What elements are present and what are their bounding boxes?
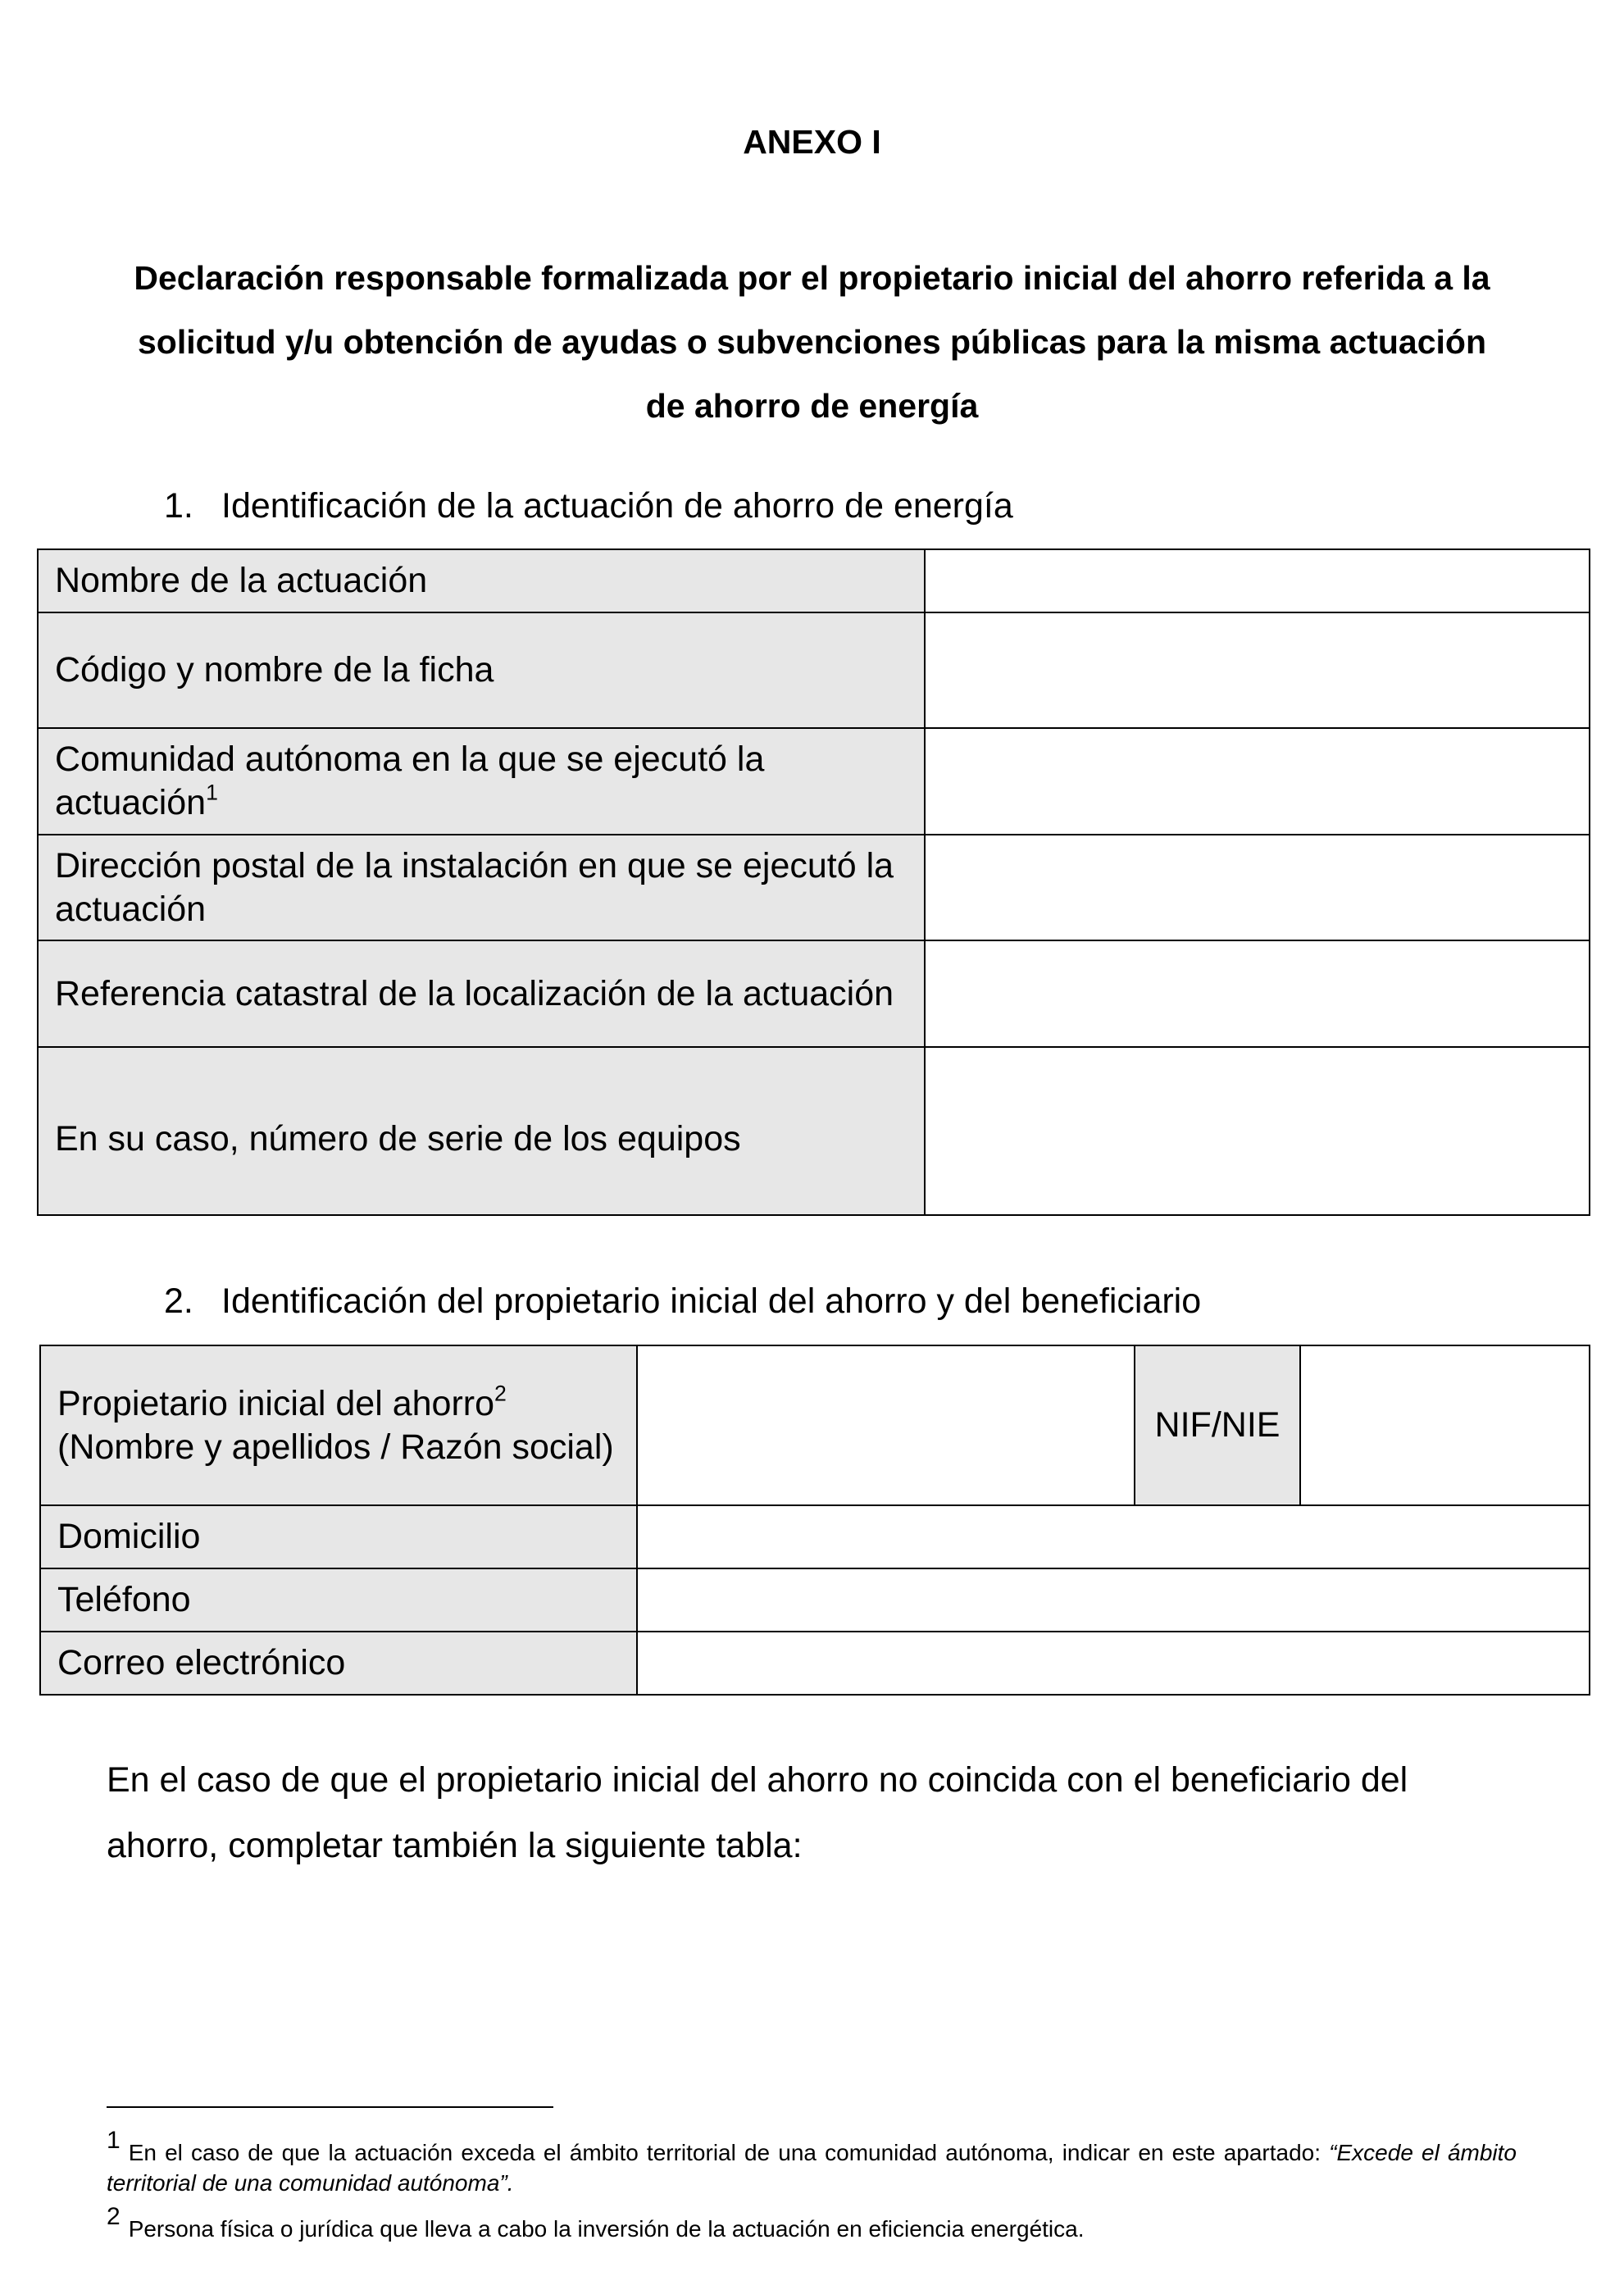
phone-field[interactable]: [637, 1568, 1590, 1632]
footnote-1: [107, 2125, 1517, 2198]
table-row: [38, 835, 1590, 940]
owner-label-line2: (Nombre y apellidos / Razón social): [57, 1427, 614, 1467]
actuation-table: [37, 549, 1590, 1216]
annex-title: ANEXO I: [743, 123, 881, 161]
section-2-title: Identificación del propietario inicial del ahorro y del beneficiario: [221, 1281, 1202, 1321]
footnote-separator: [107, 2106, 553, 2108]
row-label: Nombre de la actuación: [38, 549, 925, 612]
table-row: [38, 940, 1590, 1047]
table-row: [40, 1568, 1590, 1632]
row-label: Dirección postal de la instalación en que se ejecutó la actuación: [38, 835, 925, 940]
section-1-heading: [164, 486, 1013, 526]
owner-label-line1: [57, 1382, 620, 1426]
row-label: En su caso, número de serie de los equipos: [38, 1047, 925, 1215]
row-label: Domicilio: [40, 1505, 637, 1568]
footnote-1-example: “Excede el ámbito territorial de una comunidad autónoma”.: [107, 2140, 1517, 2196]
footnote-ref-2: 2: [494, 1381, 507, 1406]
autonomous-community-field[interactable]: [925, 728, 1590, 835]
row-label: Comunidad autónoma en la que se ejecutó la actuación: [55, 740, 765, 822]
row-label: Teléfono: [40, 1568, 637, 1632]
section-2-heading: [164, 1281, 1201, 1322]
owner-label: [40, 1345, 637, 1505]
nif-nie-field[interactable]: [1300, 1345, 1590, 1505]
actuation-name-field[interactable]: [925, 549, 1590, 612]
table-row: [38, 1047, 1590, 1215]
footnote-1-mark: 1: [107, 2127, 121, 2154]
declaration-title: Declaración responsable formalizada por el propietario inicial del ahorro referida a la solicitud y/u obtención de ayudas o subvenciones públicas para la misma actuación de ahorro de energía: [134, 259, 1490, 425]
equipment-serial-field[interactable]: [925, 1047, 1590, 1215]
table-row: [40, 1505, 1590, 1568]
section-1-number: 1.: [164, 486, 193, 526]
footnote-2: [107, 2201, 1517, 2244]
footnote-ref-1: 1: [206, 780, 218, 805]
table-row: [38, 728, 1590, 835]
row-label: Código y nombre de la ficha: [38, 612, 925, 728]
row-label: Correo electrónico: [40, 1632, 637, 1695]
section-2-number: 2.: [164, 1281, 193, 1321]
row-label-with-footnote: [38, 728, 925, 835]
email-field[interactable]: [637, 1632, 1590, 1695]
beneficiary-instruction: En el caso de que el propietario inicial del ahorro no coincida con el beneficiario del ahorro, completar también la siguiente tabla:: [107, 1760, 1408, 1865]
table-row: [38, 612, 1590, 728]
cadastral-reference-field[interactable]: [925, 940, 1590, 1047]
nif-nie-label: NIF/NIE: [1135, 1345, 1300, 1505]
table-row: [40, 1632, 1590, 1695]
footnote-1-text: En el caso de que la actuación exceda el ámbito territorial de una comunidad autónoma, indicar en este apartado:: [128, 2140, 1321, 2165]
table-row: [40, 1345, 1590, 1505]
postal-address-field[interactable]: [925, 835, 1590, 940]
row-label: Referencia catastral de la localización de la actuación: [38, 940, 925, 1047]
owner-name-field[interactable]: [637, 1345, 1135, 1505]
section-1-title: Identificación de la actuación de ahorro de energía: [221, 486, 1013, 526]
owner-table: [39, 1345, 1590, 1696]
address-field[interactable]: [637, 1505, 1590, 1568]
table-row: [38, 549, 1590, 612]
owner-label-text: Propietario inicial del ahorro: [57, 1383, 495, 1423]
sheet-code-name-field[interactable]: [925, 612, 1590, 728]
footnote-2-mark: 2: [107, 2203, 121, 2230]
footnote-2-text: Persona física o jurídica que lleva a cabo la inversión de la actuación en eficiencia energética.: [128, 2216, 1085, 2242]
